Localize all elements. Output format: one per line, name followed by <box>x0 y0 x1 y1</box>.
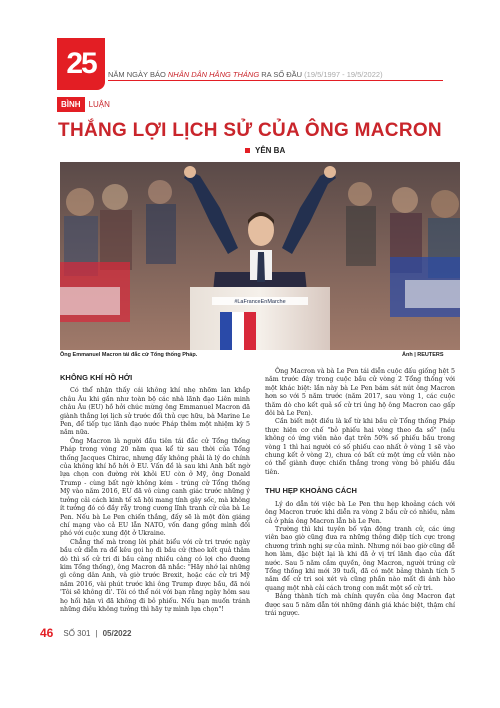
podium-sign: #LaFranceEnMarche <box>234 299 286 305</box>
paragraph: Chẳng thế mà trong lời phát biểu với cử tri trước ngày bầu cử diễn ra để kêu gọi họ đi bầu cử (theo kết quả thăm dò thì số cử tri đi bầu càng nhiều càng có lợi cho đương kim Tổng thống), ông Macron đã nhắc: "Hãy nhớ lại những gì công dân Anh, và giờ trước Brexit, hoặc các cử tri Mỹ năm 2016, vài phút trước khi ông Trump được bầu, đã nói 'Tôi sẽ không đi'. Tôi có thể nói với bạn rằng ngày hôm sau họ hối hận vì đã không đi bỏ phiếu. Nếu bạn muốn tránh những điều không tưởng thì hãy tự mình lựa chọn"! <box>60 538 250 613</box>
footer-separator: | <box>95 628 98 638</box>
paragraph: Ông Macron và bà Le Pen tái diễn cuộc đấu giống hệt 5 năm trước đây trong cuộc bầu cử vòng 2 Tổng thống với một khác biệt: lần này bà Le Pen bám sát nút ông Macron hơn so với 5 năm trước (năm 2017, sau vòng 1, các cuộc thăm dò cho kết quả số cử tri ủng hộ ông Macron cao gấp đôi bà Le Pen). <box>265 368 455 418</box>
paragraph: Bảng thành tích mà chính quyền của ông Macron đạt được sau 5 năm dẫn tới những đánh giá khác biệt, thậm chí trái ngược. <box>265 593 455 617</box>
paragraph: Lý do dẫn tới việc bà Le Pen thu hẹp khoảng cách với ông Macron trước khi diễn ra vòng 2 bầu cử có nhiều, nằm cả ở phía ông Macron lẫn bà Le Pen. <box>265 500 455 525</box>
article-title: THẮNG LỢI LỊCH SỬ CỦA ÔNG MACRON <box>58 120 442 141</box>
photo-credit: Ảnh | REUTERS <box>402 352 444 358</box>
paragraph: Có thể nhận thấy cái không khí nhẹ nhõm lan khắp châu Âu khi gần như toàn bộ các nhà lãnh đạo Liên minh châu Âu (EU) hồ hởi chúc mừng ông Emmanuel Macron đã giành thắng lợi lịch sử trước đối thủ cực hữu, bà Marine Le Pen, để tiếp tục lãnh đạo nước Pháp thêm một nhiệm kỳ 5 năm nữa. <box>60 387 250 437</box>
section-label <box>57 97 114 112</box>
anniversary-logo <box>57 38 105 90</box>
article-column-right <box>265 368 455 618</box>
article-photo <box>60 162 460 350</box>
anniversary-dates: (19/5/1997 - 19/5/2022) <box>304 70 383 79</box>
macron-photo-illustration <box>60 162 460 350</box>
photo-caption: Ông Emmanuel Macron tái đắc cử Tổng thống Pháp. <box>60 352 198 358</box>
issue-number: SỐ 301 <box>63 628 91 638</box>
anniversary-banner <box>108 70 383 79</box>
page-number: 46 <box>40 626 54 640</box>
subheading-1: KHÔNG KHÍ HỒ HỞI <box>60 373 133 382</box>
article-author <box>245 146 285 155</box>
anniversary-text-prefix: NĂM NGÀY BÁO <box>108 70 168 79</box>
subheading-2: THU HẸP KHOẢNG CÁCH <box>265 486 357 496</box>
paragraph: Trường thì khi tuyên bố vận động tranh cử, các ứng viên bao giờ cũng đưa ra những thông điệp tích cực trong chương trình nghị sự của mình. Nhưng nói bao giờ cũng dễ hơn làm, đặc biệt lại là khi đã ở vị trí lãnh đạo của đất nước. Sau 5 năm cầm quyền, ông Macron, người trúng cử Tổng thống khi mới 39 tuổi, đã có một bảng thành tích 5 năm để cử tri soi xét và cũng phần nào mất đi ánh hào quang một nhà cải cách trong con mắt một số cử tri. <box>265 525 455 592</box>
anniversary-text-suffix: RA SỐ ĐẦU <box>259 70 305 79</box>
section-label-part1: BÌNH <box>57 97 85 112</box>
author-marker-icon <box>245 148 250 153</box>
paragraph: Ông Macron là người đầu tiên tái đắc cử Tổng thống Pháp trong vòng 20 năm qua kể từ sau thời của Tổng thống Jacques Chirac, nhưng đấy không phải là lý do chính của không khí hồ hởi ở EU. Vấn đề là sau khi Anh bất ngờ lựa chọn con đường rời khỏi EU còn ở Mỹ, ông Donald Trump - cùng bất ngờ không kém - trúng cử Tổng thống Mỹ vào năm 2016, EU đã vô cùng canh giác trước những ý tưởng cải cách kinh tế xã hội mang tính gây sốc, mà không ít tưởng đó có đầy rẫy trong cương lĩnh tranh cử của bà Le Pen. Nếu bà Le Pen chiến thắng, đấy sẽ là một đòn giáng chí mạng vào cả EU lẫn NATO, vốn đang gồng mình đối phó với cuộc xung đột ở Ukraine. <box>60 437 250 538</box>
header-rule <box>108 80 443 81</box>
author-name: YÊN BA <box>255 146 286 155</box>
page-footer <box>40 626 460 640</box>
article-column-left <box>60 368 250 614</box>
paragraph: Cần biết một điều là kể từ khi bầu cử Tổng thống Pháp thực hiện cơ chế "bỏ phiếu hai vòng theo đa số" (nếu không có ứng viên nào đạt trên 50% số phiếu bầu trong vòng 1 thì hai người có số phiếu cao nhất ở vòng 1 sẽ vào chung kết ở vòng 2), chưa có bất cứ một ứng cử viên nào có thể giành được chiến thắng trong vòng bỏ phiếu đầu tiên. <box>265 418 455 476</box>
anniversary-paper-name: NHÂN DÂN HẰNG THÁNG <box>167 70 260 79</box>
anniversary-number: 25 <box>66 47 96 80</box>
section-label-part2: LUẬN <box>88 100 110 109</box>
issue-date: 05/2022 <box>102 628 132 638</box>
